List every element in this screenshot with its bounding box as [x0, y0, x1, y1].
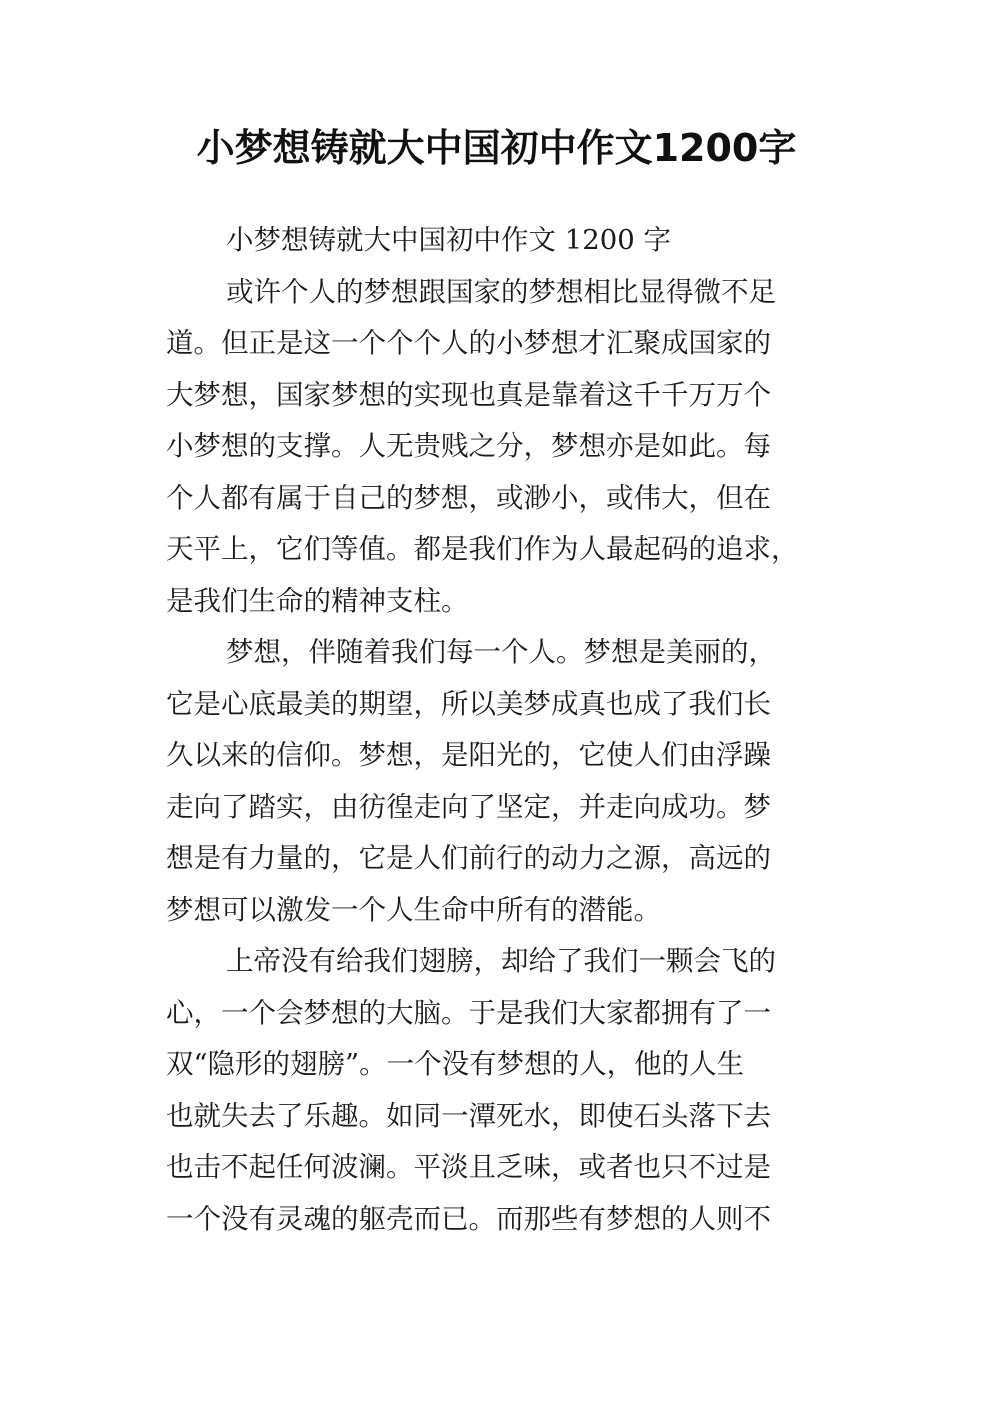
text-line: 梦想可以激发一个人生命中所有的潜能。 — [166, 893, 661, 926]
text-line: 或许个人的梦想跟国家的梦想相比显得微不足 — [226, 275, 776, 308]
text-line: 也就失去了乐趣。如同一潭死水，即使石头落下去 — [166, 1099, 771, 1132]
text-line: 小梦想的支撑。人无贵贱之分，梦想亦是如此。每 — [166, 430, 771, 462]
text-line: 它是心底最美的期望，所以美梦成真也成了我们长 — [166, 687, 771, 720]
document-title: 小梦想铸就大中国初中作文1200字 — [196, 126, 797, 170]
text-line: 道。但正是这一个个个人的小梦想才汇聚成国家的 — [166, 327, 771, 359]
text-line: 想是有力量的，它是人们前行的动力之源，高远的 — [166, 842, 771, 874]
text-line: 小梦想铸就大中国初中作文 1200 字 — [226, 224, 671, 256]
text-line: 梦想，伴随着我们每一个人。梦想是美丽的， — [226, 636, 776, 668]
text-line: 一个没有灵魂的躯壳而已。而那些有梦想的人则不 — [166, 1202, 771, 1235]
text-line: 双“隐形的翅膀”。一个没有梦想的人，他的人生 — [166, 1048, 745, 1080]
text-line: 个人都有属于自己的梦想，或渺小，或伟大，但在 — [166, 481, 771, 514]
text-line: 久以来的信仰。梦想，是阳光的，它使人们由浮躁 — [166, 739, 771, 771]
text-line: 也击不起任何波澜。平淡且乏味，或者也只不过是 — [166, 1151, 771, 1183]
text-line: 大梦想，国家梦想的实现也真是靠着这千千万万个 — [166, 378, 771, 411]
text-line: 是我们生命的精神支柱。 — [166, 584, 469, 617]
text-line: 天平上，它们等值。都是我们作为人最起码的追求， — [166, 533, 799, 565]
text-line: 走向了踏实，由彷徨走向了坚定，并走向成功。梦 — [166, 790, 771, 823]
text-line: 上帝没有给我们翅膀，却给了我们一颗会飞的 — [226, 945, 776, 977]
document-body — [166, 215, 828, 1245]
text-line: 心，一个会梦想的大脑。于是我们大家都拥有了一 — [166, 996, 771, 1029]
